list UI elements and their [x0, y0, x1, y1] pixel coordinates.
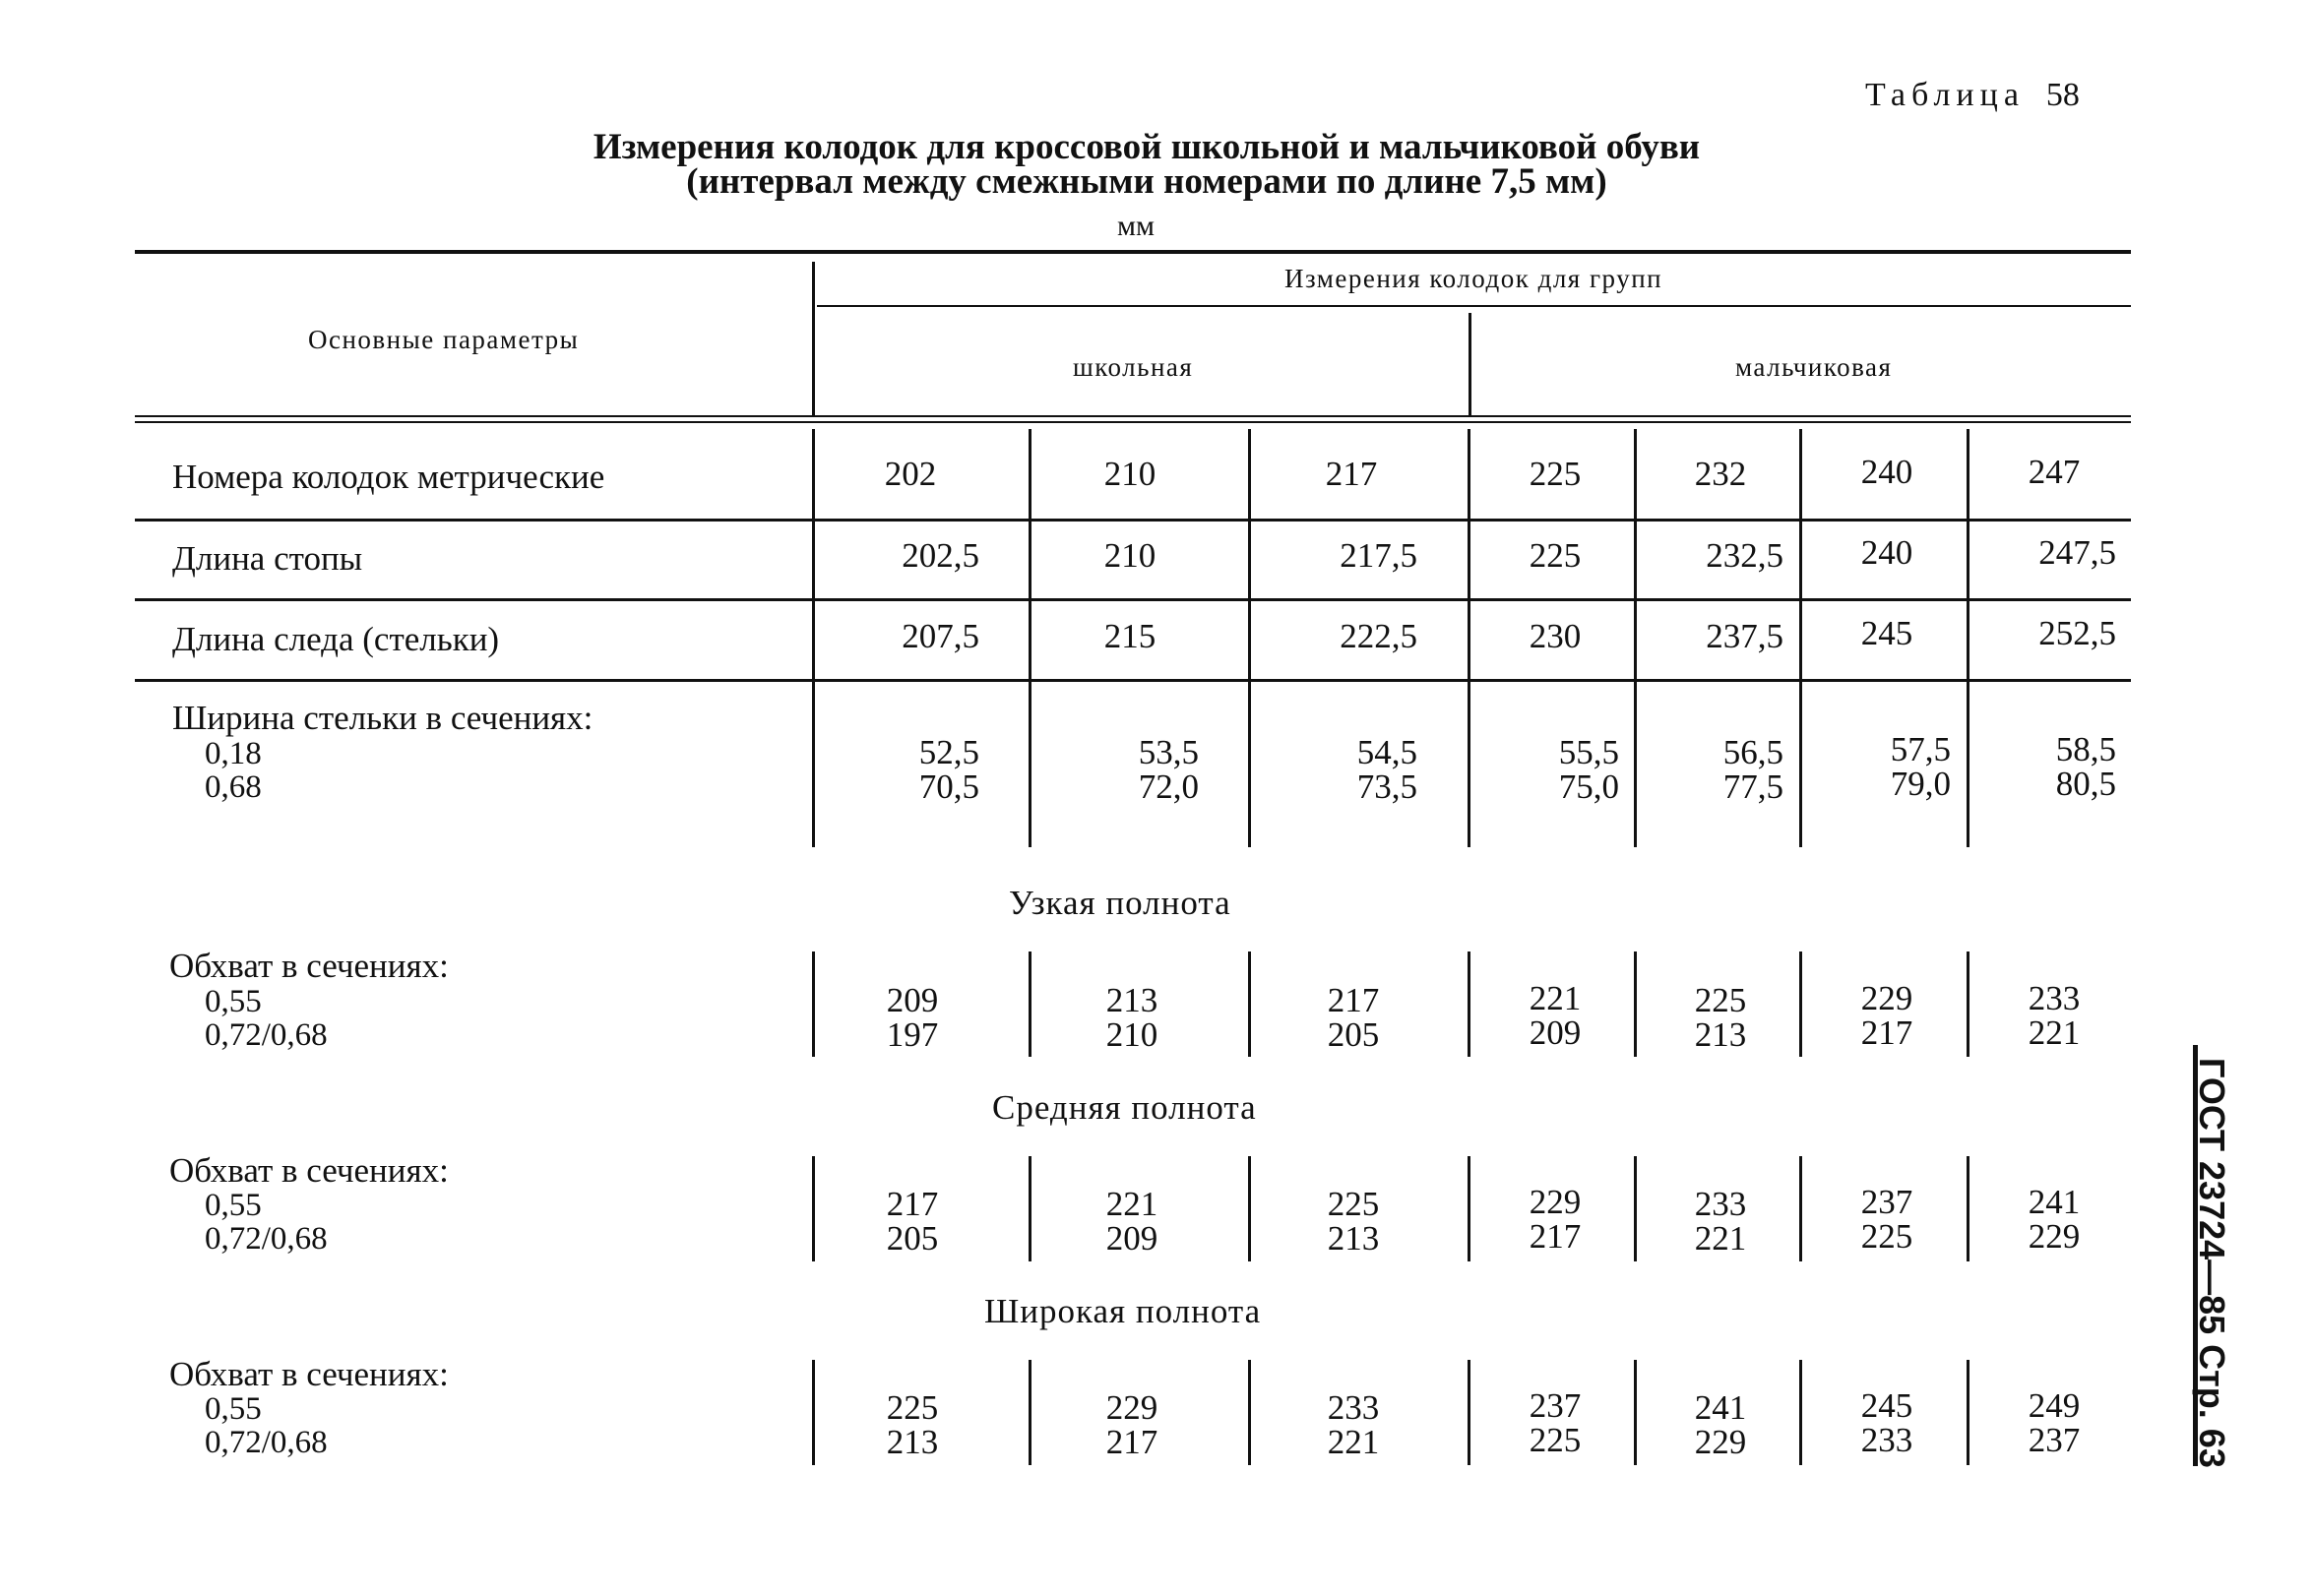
header-groups-rule [817, 305, 2131, 307]
girth-sub-1: 0,55 [205, 1188, 262, 1223]
girth-sub-1: 0,55 [205, 984, 262, 1019]
header-bottom-rule-1 [135, 415, 2131, 417]
header-groups-title: Измерения колодок для групп [1284, 264, 1663, 293]
girth-sub-1: 0,55 [205, 1391, 262, 1427]
col-divider [1468, 951, 1470, 1057]
col-divider [1799, 951, 1802, 1057]
col-divider [1248, 1360, 1251, 1465]
table-cell: 217,5 [1340, 536, 1417, 575]
table-cell: 197 [886, 1015, 939, 1054]
table-cell: 217 [1325, 455, 1378, 493]
table-cell: 217 [1860, 1013, 1913, 1052]
table-cell: 249 [2028, 1386, 2081, 1425]
col-divider [812, 951, 815, 1057]
girth-sub-2: 0,72/0,68 [205, 1017, 328, 1053]
table-cell: 215 [1103, 617, 1156, 655]
table-cell: 217 [886, 1185, 939, 1223]
table-cell: 237,5 [1706, 617, 1783, 655]
col-divider [1634, 1360, 1637, 1465]
table-cell: 217 [1529, 1217, 1582, 1256]
row-label: Номера колодок метрические [172, 458, 605, 496]
girth-sub-2: 0,72/0,68 [205, 1425, 328, 1460]
table-cell: 221 [2028, 1013, 2081, 1052]
table-cell: 52,5 [918, 733, 979, 771]
section-medium: Средняя полнота [992, 1088, 1257, 1127]
table-cell: 57,5 [1890, 730, 1951, 768]
table-cell: 213 [1105, 981, 1158, 1019]
table-cell: 70,5 [918, 767, 979, 806]
table-label [1865, 77, 2080, 114]
girth-label: Обхват в сечениях: [169, 947, 449, 985]
unit-label: мм [1117, 210, 1155, 242]
table-cell: 72,0 [1138, 767, 1199, 806]
table-number: 58 [2045, 77, 2080, 113]
section-narrow: Узкая полнота [1009, 884, 1231, 922]
header-bottom-rule-2 [135, 421, 2131, 423]
table-cell: 225 [1529, 1421, 1582, 1459]
table-cell: 205 [1327, 1015, 1380, 1054]
table-cell: 77,5 [1722, 767, 1783, 806]
table-cell: 237 [1529, 1386, 1582, 1425]
table-title: Измерения колодок для кроссовой школьной и мальчиковой обуви [593, 127, 1701, 167]
table-cell: 230 [1529, 617, 1582, 655]
header-divider [812, 262, 815, 415]
table-cell: 217 [1327, 981, 1380, 1019]
col-divider [1248, 429, 1251, 847]
table-cell: 225 [1529, 455, 1582, 493]
row-rule [135, 679, 2131, 682]
table-cell: 205 [886, 1219, 939, 1258]
table-cell: 217 [1105, 1423, 1158, 1461]
row-label: Длина стопы [172, 539, 363, 578]
header-group-divider [1469, 313, 1471, 415]
table-cell: 225 [1694, 981, 1747, 1019]
width-sub-2: 0,68 [205, 769, 262, 805]
table-cell: 225 [1860, 1217, 1913, 1256]
table-cell: 222,5 [1340, 617, 1417, 655]
table-cell: 233 [1860, 1421, 1913, 1459]
col-divider [1029, 429, 1031, 847]
table-cell: 229 [1694, 1423, 1747, 1461]
col-divider [1799, 429, 1802, 847]
table-cell: 233 [1327, 1388, 1380, 1427]
width-label: Ширина стельки в сечениях: [172, 699, 594, 737]
col-divider [1967, 1360, 1969, 1465]
col-divider [1634, 1156, 1637, 1261]
table-cell: 53,5 [1138, 733, 1199, 771]
table-cell: 207,5 [902, 617, 979, 655]
table-cell: 221 [1694, 1219, 1747, 1258]
header-top-rule [135, 250, 2131, 254]
col-divider [812, 1156, 815, 1261]
header-param: Основные параметры [308, 325, 580, 354]
table-cell: 233 [1694, 1185, 1747, 1223]
table-cell: 229 [1529, 1183, 1582, 1221]
table-cell: 202,5 [902, 536, 979, 575]
table-cell: 210 [1103, 536, 1156, 575]
col-divider [1029, 1156, 1031, 1261]
table-cell: 237 [2028, 1421, 2081, 1459]
table-cell: 75,0 [1558, 767, 1619, 806]
table-cell: 73,5 [1356, 767, 1417, 806]
table-cell: 58,5 [2055, 730, 2116, 768]
col-divider [1799, 1360, 1802, 1465]
table-cell: 79,0 [1890, 765, 1951, 803]
table-cell: 237 [1860, 1183, 1913, 1221]
width-sub-1: 0,18 [205, 736, 262, 771]
table-cell: 247,5 [2038, 533, 2116, 572]
table-cell: 241 [2028, 1183, 2081, 1221]
table-cell: 213 [886, 1423, 939, 1461]
col-divider [1468, 1156, 1470, 1261]
header-group-school: школьная [1073, 352, 1194, 382]
table-cell: 80,5 [2055, 765, 2116, 803]
table-cell: 252,5 [2038, 614, 2116, 652]
table-cell: 213 [1694, 1015, 1747, 1054]
table-cell: 229 [1860, 979, 1913, 1017]
table-cell: 247 [2028, 453, 2081, 491]
col-divider [1029, 1360, 1031, 1465]
table-cell: 209 [886, 981, 939, 1019]
table-cell: 221 [1529, 979, 1582, 1017]
table-cell: 221 [1327, 1423, 1380, 1461]
row-rule [135, 519, 2131, 522]
col-divider [1634, 951, 1637, 1057]
table-cell: 54,5 [1356, 733, 1417, 771]
table-cell: 210 [1105, 1015, 1158, 1054]
table-cell: 245 [1860, 614, 1913, 652]
table-cell: 233 [2028, 979, 2081, 1017]
table-cell: 210 [1103, 455, 1156, 493]
table-cell: 232,5 [1706, 536, 1783, 575]
table-cell: 213 [1327, 1219, 1380, 1258]
table-cell: 55,5 [1558, 733, 1619, 771]
col-divider [1967, 429, 1969, 847]
col-divider [1029, 951, 1031, 1057]
section-wide: Широкая полнота [984, 1292, 1262, 1330]
col-divider [1248, 951, 1251, 1057]
row-rule [135, 598, 2131, 601]
col-divider [1248, 1156, 1251, 1261]
table-cell: 240 [1860, 533, 1913, 572]
table-label-word: Таблица [1865, 77, 2025, 113]
col-divider [1799, 1156, 1802, 1261]
page-side-note: ГОСТ 23724—85 Стр. 63 [2192, 1058, 2232, 1468]
col-divider [812, 429, 815, 847]
col-divider [812, 1360, 815, 1465]
girth-sub-2: 0,72/0,68 [205, 1221, 328, 1257]
table-cell: 241 [1694, 1388, 1747, 1427]
col-divider [1634, 429, 1637, 847]
table-subtitle: (интервал между смежными номерами по длине 7,5 мм) [686, 161, 1607, 202]
table-cell: 232 [1694, 455, 1747, 493]
col-divider [1468, 1360, 1470, 1465]
girth-label: Обхват в сечениях: [169, 1151, 449, 1190]
col-divider [1468, 429, 1470, 847]
col-divider [1967, 1156, 1969, 1261]
table-cell: 202 [884, 455, 937, 493]
girth-label: Обхват в сечениях: [169, 1355, 449, 1393]
table-cell: 225 [1327, 1185, 1380, 1223]
table-cell: 221 [1105, 1185, 1158, 1223]
table-cell: 245 [1860, 1386, 1913, 1425]
table-cell: 240 [1860, 453, 1913, 491]
row-label: Длина следа (стельки) [172, 620, 500, 658]
table-cell: 229 [1105, 1388, 1158, 1427]
table-cell: 209 [1529, 1013, 1582, 1052]
header-group-boys: мальчиковая [1735, 352, 1893, 382]
table-cell: 229 [2028, 1217, 2081, 1256]
table-cell: 209 [1105, 1219, 1158, 1258]
table-cell: 225 [886, 1388, 939, 1427]
table-cell: 56,5 [1722, 733, 1783, 771]
col-divider [1967, 951, 1969, 1057]
table-cell: 225 [1529, 536, 1582, 575]
